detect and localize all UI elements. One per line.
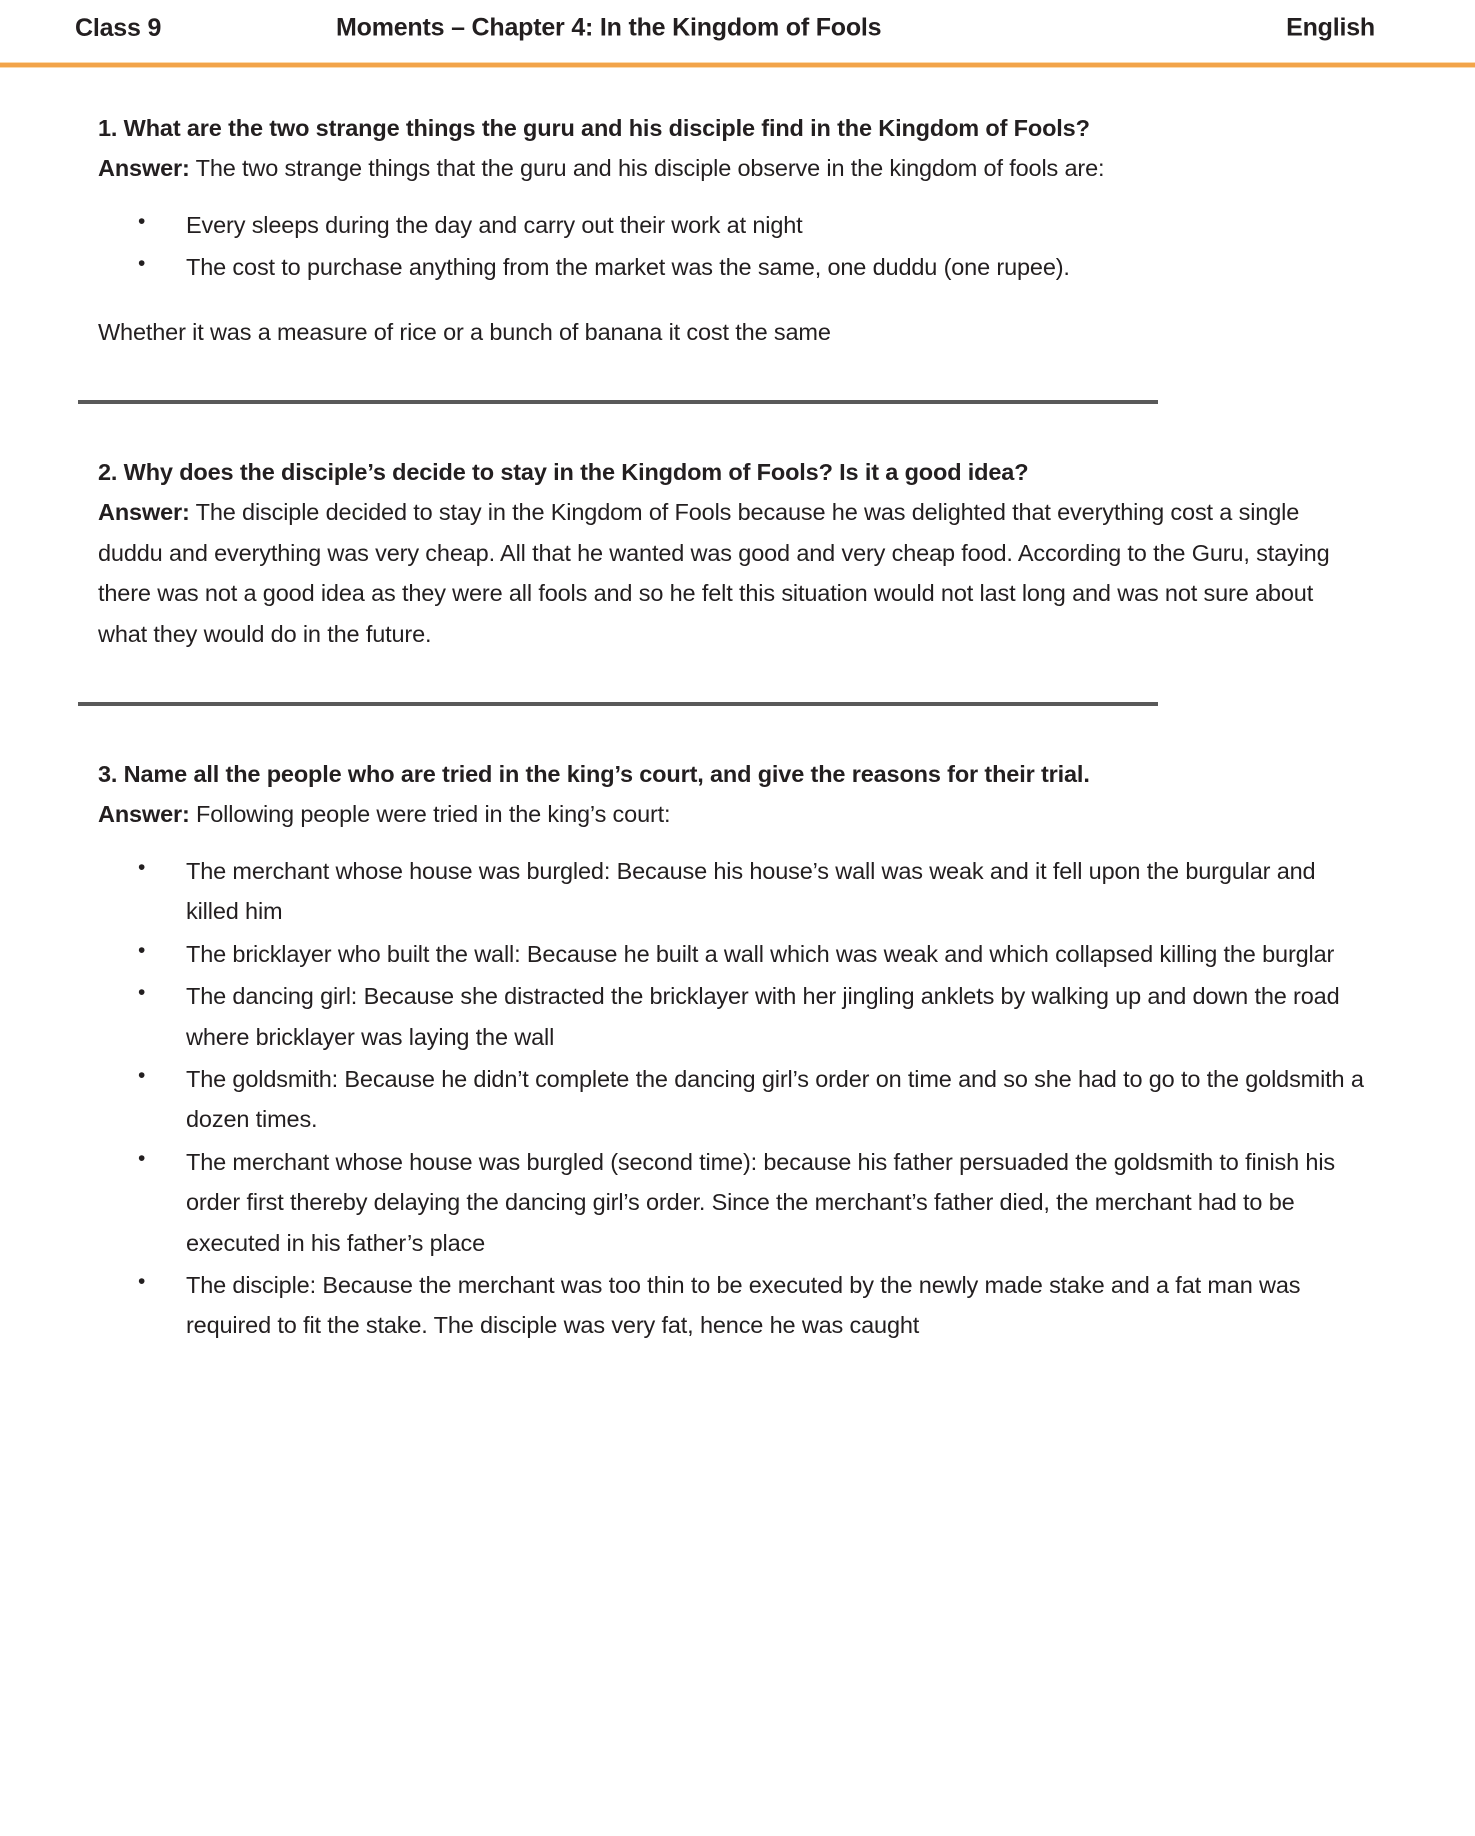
document-body — [0, 68, 1475, 1346]
list-item: • The cost to purchase anything from the market was the same, one duddu (one rupee). — [98, 247, 1365, 287]
header-subject-label: English — [1286, 13, 1375, 42]
question-block-3 — [98, 754, 1365, 1346]
answer-text: The disciple decided to stay in the Kingdom of Fools because he was delighted that everything cost a single duddu and everything was very cheap. All that he wanted was good and very cheap food. According to the Guru, staying there was not a good idea as they were all fools and so he felt this situation would not last long and was not sure about what they would do in the future. — [98, 499, 1330, 647]
header-chapter-title: Moments – Chapter 4: In the Kingdom of Fools — [336, 13, 882, 42]
answer-text: The two strange things that the guru and his disciple observe in the kingdom of fools are: — [189, 155, 1105, 182]
question-1-heading: 1. What are the two strange things the guru and his disciple find in the Kingdom of Fools? — [98, 115, 1090, 141]
spacer — [98, 706, 1365, 754]
question-3-heading: 3. Name all the people who are tried in the king’s court, and give the reasons for their trial. — [98, 761, 1090, 788]
question-block-2 — [98, 452, 1365, 654]
answer-label: Answer: — [98, 499, 190, 526]
question-1-closing-note: Whether it was a measure of rice or a bunch of banana it cost the same — [98, 318, 831, 345]
header-class-label: Class 9 — [75, 13, 162, 42]
spacer — [98, 68, 1365, 108]
spacer — [98, 352, 1365, 400]
list-item: • The merchant whose house was burgled: Because his house’s wall was weak and it fell upon the burgular and killed him — [98, 851, 1365, 932]
spacer — [98, 290, 1365, 312]
question-3-bullet-list — [98, 851, 1365, 1346]
question-1-answer — [98, 148, 1365, 188]
question-2-answer — [98, 492, 1365, 654]
answer-label: Answer: — [98, 801, 190, 828]
list-item: • Every sleeps during the day and carry out their work at night — [98, 205, 1365, 245]
list-item: • The disciple: Because the merchant was too thin to be executed by the newly made stake and a fat man was required to fit the stake. The disciple was very fat, hence he was caught — [98, 1265, 1365, 1346]
spacer — [98, 654, 1365, 702]
spacer — [98, 404, 1365, 452]
answer-text: Following people were tried in the king’s court: — [189, 801, 671, 828]
document-header — [0, 0, 1475, 56]
question-3-answer — [98, 794, 1365, 834]
question-block-1 — [98, 108, 1365, 352]
list-item: • The merchant whose house was burgled (second time): because his father persuaded the goldsmith to finish his order first thereby delaying the dancing girl’s order. Since the merchant’s father died, the merchant had to be executed in his father’s place — [98, 1142, 1365, 1263]
list-item: • The bricklayer who built the wall: Because he built a wall which was weak and which collapsed killing the burglar — [98, 934, 1365, 974]
question-2-heading: 2. Why does the disciple’s decide to stay in the Kingdom of Fools? Is it a good idea? — [98, 459, 1029, 486]
list-item: • The goldsmith: Because he didn’t complete the dancing girl’s order on time and so she had to go to the goldsmith a dozen times. — [98, 1059, 1365, 1140]
list-item: • The dancing girl: Because she distracted the bricklayer with her jingling anklets by walking up and down the road where bricklayer was laying the wall — [98, 976, 1365, 1057]
question-1-bullet-list — [98, 205, 1365, 288]
answer-label: Answer: — [98, 155, 190, 182]
